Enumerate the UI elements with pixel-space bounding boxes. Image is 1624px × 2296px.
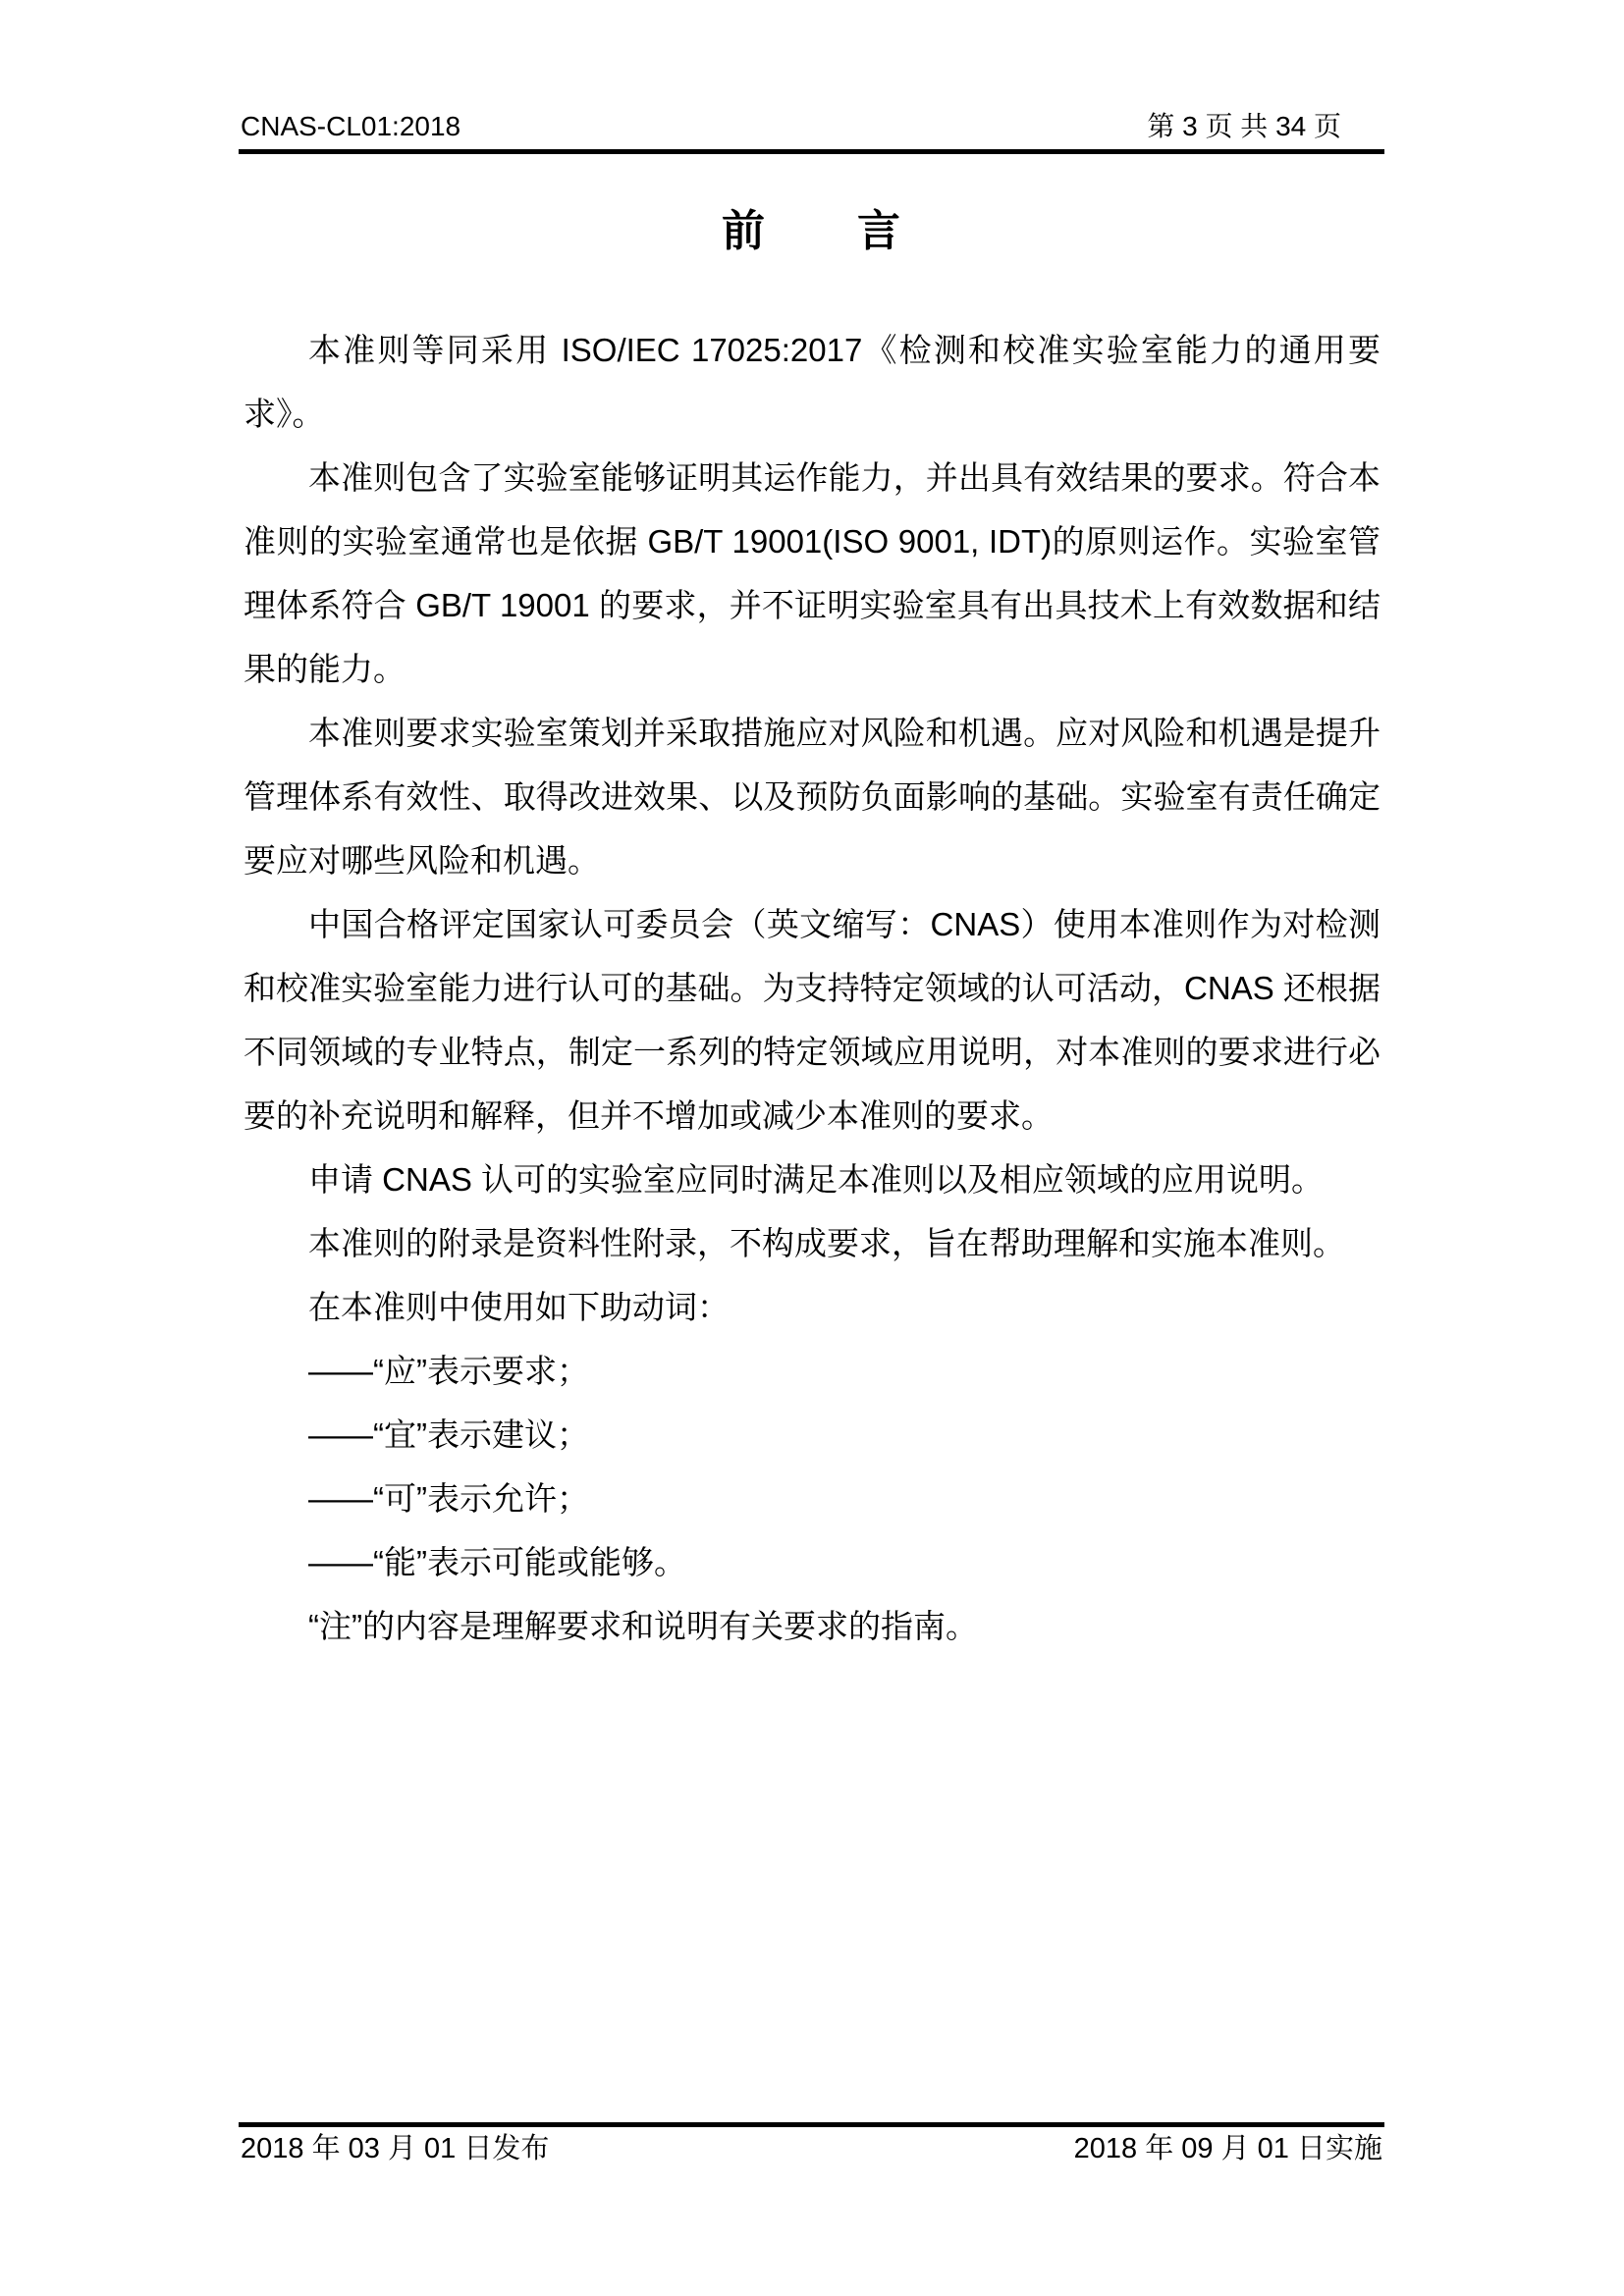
modal-verb-item: ——“可”表示允许； <box>308 1480 589 1517</box>
modal-verb-item: ——“应”表示要求； <box>308 1353 589 1389</box>
modal-verb-item: ——“能”表示可能或能够。 <box>308 1544 686 1580</box>
page-number-indicator: 第 3 页 共 34 页 <box>1147 111 1341 141</box>
foreword-body <box>244 318 1380 1658</box>
foreword-paragraph: 在本准则中使用如下助动词： <box>308 1289 730 1325</box>
release-date: 2018 年 03 月 01 日发布 <box>241 2133 550 2164</box>
page-footer <box>241 2131 1382 2166</box>
foreword-paragraph: 本准则等同采用 ISO/IEC 17025:2017《检测和校准实验室能力的通用要求》。 <box>244 332 1380 432</box>
implementation-date: 2018 年 09 月 01 日实施 <box>1073 2133 1382 2164</box>
header-divider <box>239 149 1384 154</box>
foreword-paragraph: 本准则的附录是资料性附录，不构成要求，旨在帮助理解和实施本准则。 <box>308 1225 1345 1261</box>
foreword-paragraph: 本准则要求实验室策划并采取措施应对风险和机遇。应对风险和机遇是提升管理体系有效性、取得改进效果、以及预防负面影响的基础。实验室有责任确定要应对哪些风险和机遇。 <box>244 715 1380 879</box>
footer-divider <box>239 2122 1384 2127</box>
modal-verb-item: ——“宜”表示建议； <box>308 1416 589 1453</box>
page-header <box>241 110 1382 143</box>
foreword-paragraph: 申请 CNAS 认可的实验室应同时满足本准则以及相应领域的应用说明。 <box>308 1161 1325 1198</box>
document-code: CNAS-CL01:2018 <box>241 111 461 141</box>
note-paragraph: “注”的内容是理解要求和说明有关要求的指南。 <box>308 1608 978 1644</box>
foreword-paragraph: 中国合格评定国家认可委员会（英文缩写：CNAS）使用本准则作为对检测和校准实验室能力进行认可的基础。为支持特定领域的认可活动，CNAS 还根据不同领域的专业特点，制定一系列的特定领域应用说明，对本准则的要求进行必要的补充说明和解释，但并不增加或减少本准则的要求。 <box>244 906 1380 1134</box>
page-title: 前 言 <box>722 207 902 255</box>
foreword-paragraph: 本准则包含了实验室能够证明其运作能力，并出具有效结果的要求。符合本准则的实验室通常也是依据 GB/T 19001(ISO 9001, IDT)的原则运作。实验室管理体系符合 GB/T 19001 的要求，并不证明实验室具有出具技术上有效数据和结果的能力。 <box>244 459 1380 687</box>
